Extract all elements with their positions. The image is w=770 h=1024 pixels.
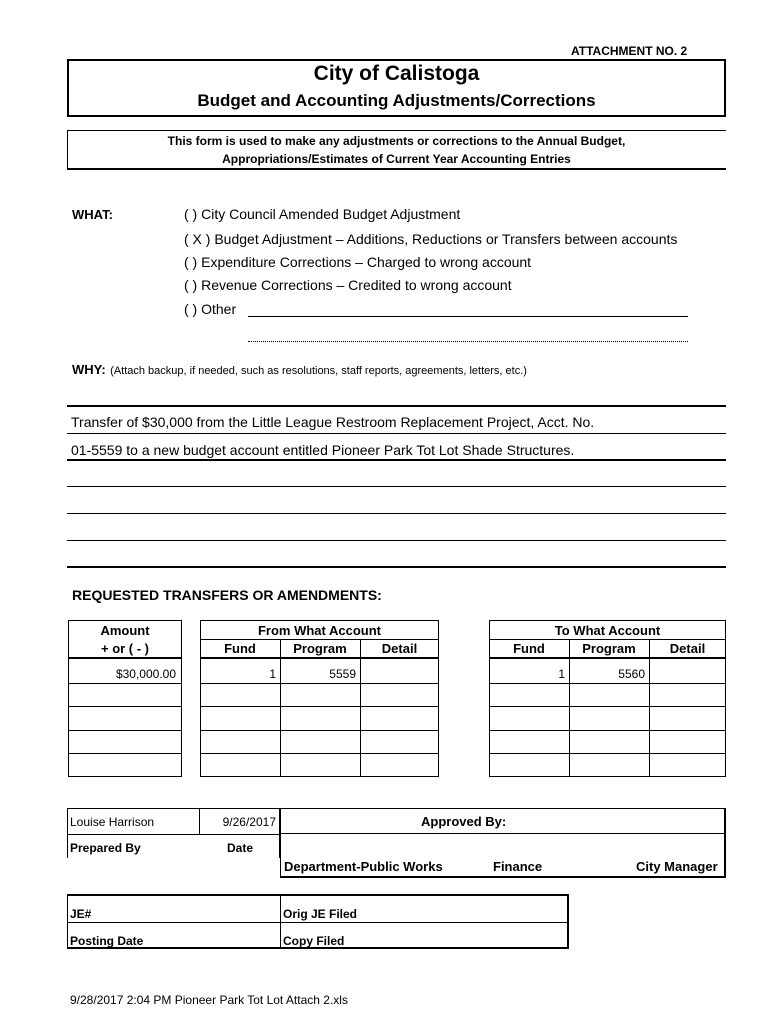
page-subtitle: Budget and Accounting Adjustments/Corrections xyxy=(197,91,596,110)
why-line-1[interactable]: Transfer of $30,000 from the Little League Restroom Replacement Project, Acct. No. xyxy=(71,414,595,430)
why-rule-3 xyxy=(67,486,726,487)
requested-heading: REQUESTED TRANSFERS OR AMENDMENTS: xyxy=(72,587,382,603)
to-col-program: Program xyxy=(582,641,636,656)
date-label: Date xyxy=(227,841,254,855)
from-divider-1 xyxy=(280,639,281,777)
to-fund-cell[interactable]: 1 xyxy=(558,667,565,681)
approved-by-label: Approved By: xyxy=(421,814,507,829)
row-rule xyxy=(489,753,726,754)
je-mid-rule xyxy=(67,922,569,923)
what-option-revenue[interactable]: ( ) Revenue Corrections – Credited to wrong account xyxy=(184,277,512,293)
dept-label: Department-Public Works xyxy=(284,859,443,874)
to-col-detail: Detail xyxy=(669,641,706,656)
from-program-cell[interactable]: 5559 xyxy=(329,667,356,681)
what-label: WHAT: xyxy=(72,207,113,222)
intro-line-1: This form is used to make any adjustments or corrections to the Annual Budget, xyxy=(167,134,626,148)
why-label: WHY: xyxy=(72,362,106,377)
prepared-date[interactable]: 9/26/2017 xyxy=(222,815,276,829)
other-line-2[interactable] xyxy=(248,341,688,342)
to-header-rule xyxy=(489,657,726,659)
footer-text: 9/28/2017 2:04 PM Pioneer Park Tot Lot Attach 2.xls xyxy=(70,993,348,1007)
what-option-council[interactable]: ( ) City Council Amended Budget Adjustment xyxy=(184,206,461,222)
row-rule xyxy=(200,683,439,684)
from-header-mid xyxy=(200,639,439,640)
why-row xyxy=(72,361,527,379)
from-header-rule xyxy=(200,657,439,659)
amount-cell[interactable]: $30,000.00 xyxy=(115,667,176,681)
why-rule-6 xyxy=(67,566,726,568)
preparer-name[interactable]: Louise Harrison xyxy=(70,815,155,829)
finance-label: Finance xyxy=(493,859,543,874)
from-col-program: Program xyxy=(293,641,347,656)
why-rule-4 xyxy=(67,513,726,514)
row-rule xyxy=(68,706,182,707)
prepared-by-label: Prepared By xyxy=(70,841,141,855)
intro-line-2: Appropriations/Estimates of Current Year Accounting Entries xyxy=(222,152,571,166)
approved-rule xyxy=(280,833,726,834)
signoff-name-rule xyxy=(67,834,280,835)
amount-header-1: Amount xyxy=(100,623,150,638)
why-note: (Attach backup, if needed, such as resolutions, staff reports, agreements, letters, etc.) xyxy=(110,365,527,377)
to-header-mid xyxy=(489,639,726,640)
to-program-cell[interactable]: 5560 xyxy=(618,667,645,681)
posting-date-label: Posting Date xyxy=(70,934,144,948)
row-rule xyxy=(68,730,182,731)
to-divider-2 xyxy=(649,639,650,777)
to-divider-1 xyxy=(569,639,570,777)
to-col-fund: Fund xyxy=(513,641,545,656)
row-rule xyxy=(200,730,439,731)
why-rule-1 xyxy=(67,433,726,434)
why-rule-0 xyxy=(67,405,726,407)
copy-filed-label: Copy Filed xyxy=(283,934,345,948)
why-rule-5 xyxy=(67,540,726,541)
other-line[interactable] xyxy=(248,316,688,317)
row-rule xyxy=(200,753,439,754)
amount-header-rule xyxy=(68,657,182,659)
amount-header-2: + or ( - ) xyxy=(100,641,150,656)
what-option-other[interactable]: ( ) Other xyxy=(184,301,237,317)
from-col-fund: Fund xyxy=(224,641,256,656)
page-title: City of Calistoga xyxy=(313,62,480,85)
city-manager-label: City Manager xyxy=(636,859,718,874)
from-fund-cell[interactable]: 1 xyxy=(269,667,276,681)
row-rule xyxy=(489,730,726,731)
attachment-number: ATTACHMENT NO. 2 xyxy=(571,44,688,58)
from-divider-2 xyxy=(360,639,361,777)
je-label: JE# xyxy=(70,907,92,921)
what-option-expenditure[interactable]: ( ) Expenditure Corrections – Charged to wrong account xyxy=(184,254,532,270)
row-rule xyxy=(489,683,726,684)
why-rule-2 xyxy=(67,459,726,461)
from-col-detail: Detail xyxy=(381,641,418,656)
from-header: From What Account xyxy=(257,623,381,638)
row-rule xyxy=(68,753,182,754)
why-line-2[interactable]: 01-5559 to a new budget account entitled Pioneer Park Tot Lot Shade Structures. xyxy=(71,442,575,458)
row-rule xyxy=(200,706,439,707)
row-rule xyxy=(68,683,182,684)
to-header: To What Account xyxy=(554,623,661,638)
row-rule xyxy=(489,706,726,707)
orig-je-filed-label: Orig JE Filed xyxy=(283,907,358,921)
what-option-budget[interactable]: ( X ) Budget Adjustment – Additions, Reductions or Transfers between accounts xyxy=(184,231,678,247)
